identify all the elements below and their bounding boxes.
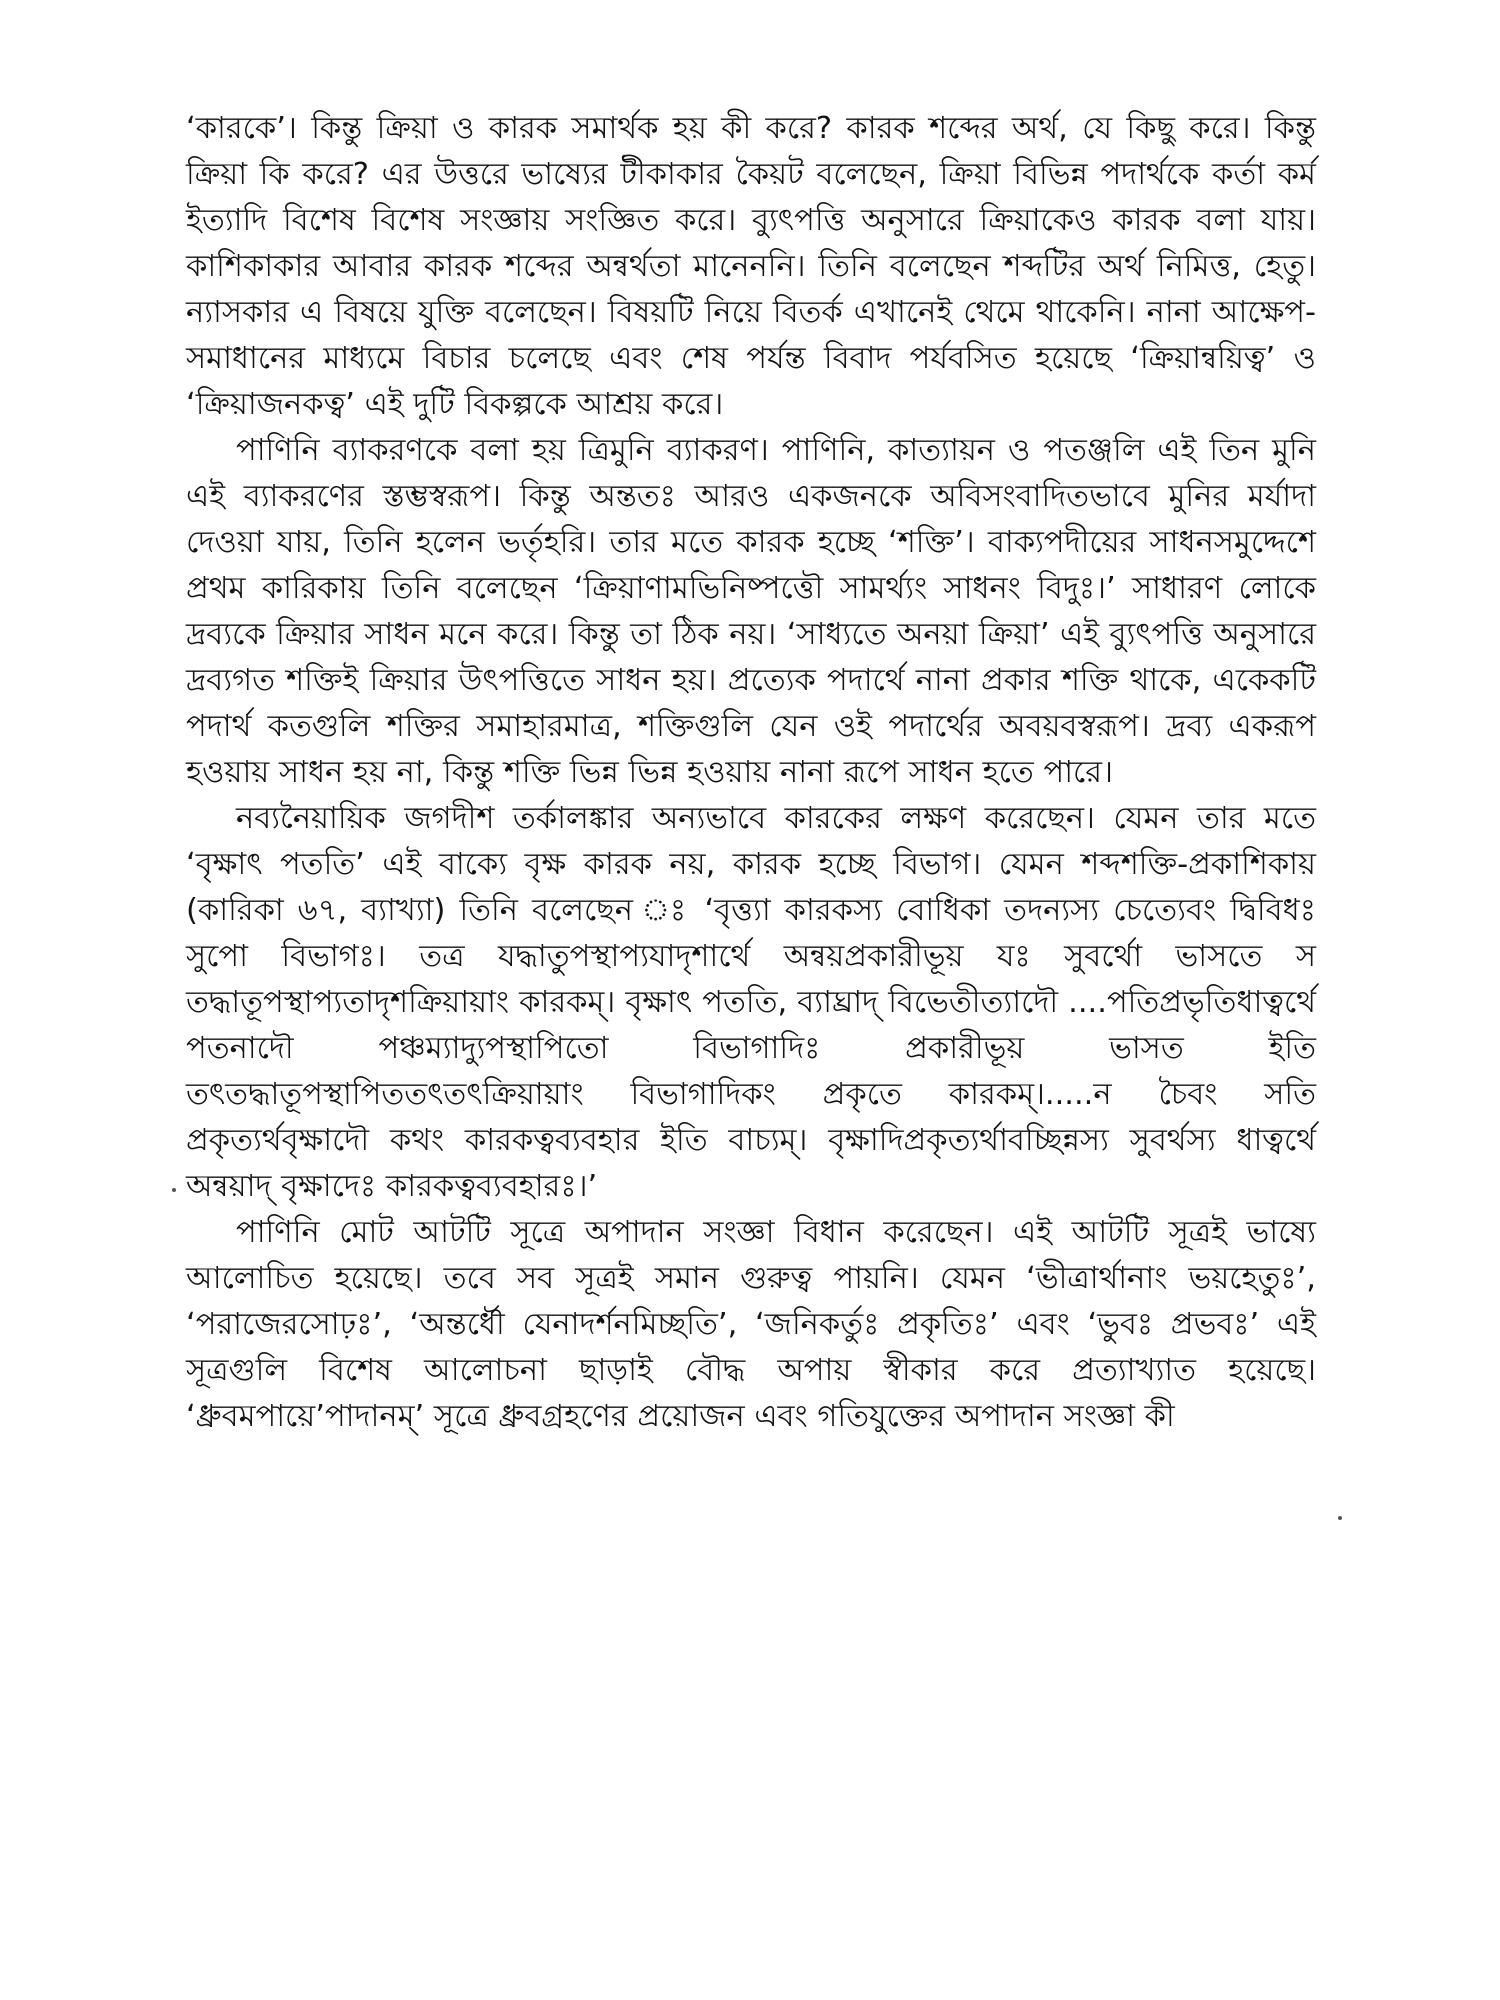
scan-speck <box>1338 1516 1342 1520</box>
paragraph-3: নব্যনৈয়ায়িক জগদীশ তর্কালঙ্কার অন্যভাবে কারকের লক্ষণ করেছেন। যেমন তার মতে ‘বৃক্ষাৎ পততি’ এই বাক্যে বৃক্ষ কারক নয়, কারক হচ্ছে বিভাগ। যেমন শব্দশক্তি-প্রকাশিকায় (কারিকা ৬৭, ব্যাখ্যা) তিনি বলেছেন ঃ ‘বৃত্ত্যা কারকস্য বোধিকা তদন্যস্য চেত্যেবং দ্বিবিধঃ সুপো বিভাগঃ। তত্র যদ্ধাতুপস্থাপ্যযাদৃশার্থে অন্বয়প্রকারীভূয় যঃ সুবর্থো ভাসতে স তদ্ধাতূপস্থাপ্যতাদৃশক্রিয়ায়াং কারকম্‌। বৃক্ষাৎ পততি, ব্যাঘ্রাদ্‌ বিভেতীত্যাদৌ ....পতিপ্রভৃতিধাত্বর্থে পতনাদৌ পঞ্চম্যাদ্যুপস্থাপিতো বিভাগাদিঃ প্রকারীভূয় ভাসত ইতি তৎতদ্ধাতূপস্থাপিততৎতৎক্রিয়ায়াং বিভাগাদিকং প্রকৃতে কারকম্‌।.....ন চৈবং সতি প্রকৃত্যর্থবৃক্ষাদৌ কথং কারকত্বব্যবহার ইতি বাচ্যম্‌। বৃক্ষাদিপ্রকৃত্যর্থাবচ্ছিন্নস্য সুবর্থস্য ধাত্বর্থে অন্বয়াদ্‌ বৃক্ষাদেঃ কারকত্বব্যবহারঃ।’ <box>186 801 1316 1204</box>
paragraph-2: পাণিনি ব্যাকরণকে বলা হয় ত্রিমুনি ব্যাকরণ। পাণিনি, কাত্যায়ন ও পতঞ্জলি এই তিন মুনি এই ব্যাকরণের স্তম্ভস্বরূপ। কিন্তু অন্ততঃ আরও একজনকে অবিসংবাদিতভাবে মুনির মর্যাদা দেওয়া যায়, তিনি হলেন ভর্তৃহরি। তার মতে কারক হচ্ছে ‘শক্তি’। বাক্যপদীয়ের সাধনসমুদ্দেশে প্রথম কারিকায় তিনি বলেছেন ‘ক্রিয়াণামভিনিষ্পত্তৌ সামর্থ্যং সাধনং বিদুঃ।’ সাধারণ লোকে দ্রব্যকে ক্রিয়ার সাধন মনে করে। কিন্তু তা ঠিক নয়। ‘সাধ্যতে অনয়া ক্রিয়া’ এই ব্যুৎপত্তি অনুসারে দ্রব্যগত শক্তিই ক্রিয়ার উৎপত্তিতে সাধন হয়। প্রত্যেক পদার্থে নানা প্রকার শক্তি থাকে, একেকটি পদার্থ কতগুলি শক্তির সমাহারমাত্র, শক্তিগুলি যেন ওই পদার্থের অবয়বস্বরূপ। দ্রব্য একরূপ হওয়ায় সাধন হয় না, কিন্তু শক্তি ভিন্ন ভিন্ন হওয়ায় নানা রূপে সাধন হতে পারে। <box>186 433 1316 790</box>
paragraph-1: ‘কারকে’। কিন্তু ক্রিয়া ও কারক সমার্থক হয় কী করে? কারক শব্দের অর্থ, যে কিছু করে। কিন্তু ক্রিয়া কি করে? এর উত্তরে ভাষ্যের টীকাকার কৈয়ট বলেছেন, ক্রিয়া বিভিন্ন পদার্থকে কর্তা কর্ম ইত্যাদি বিশেষ বিশেষ সংজ্ঞায় সংজ্ঞিত করে। ব্যুৎপত্তি অনুসারে ক্রিয়াকেও কারক বলা যায়। কাশিকাকার আবার কারক শব্দের অন্বর্থতা মানেননি। তিনি বলেছেন শব্দটির অর্থ নিমিত্ত, হেতু। ন্যাসকার এ বিষয়ে যুক্তি বলেছেন। বিষয়টি নিয়ে বিতর্ক এখানেই থেমে থাকেনি। নানা আক্ষেপ-সমাধানের মাধ্যমে বিচার চলেছে এবং শেষ পর্যন্ত বিবাদ পর্যবসিত হয়েছে ‘ক্রিয়ান্বয়িত্ব’ ও ‘ক্রিয়াজনকত্ব’ এই দুটি বিকল্পকে আশ্রয় করে। <box>186 111 1316 422</box>
paragraph-4: পাণিনি মোট আটটি সূত্রে অপাদান সংজ্ঞা বিধান করেছেন। এই আটটি সূত্রই ভাষ্যে আলোচিত হয়েছে। তবে সব সূত্রই সমান গুরুত্ব পায়নি। যেমন ‘ভীত্রার্থানাং ভয়হেতুঃ’, ‘পরাজেরসোঢ়ঃ’, ‘অন্তর্ধৌ যেনাদর্শনমিচ্ছতি’, ‘জনিকর্তুঃ প্রকৃতিঃ’ এবং ‘ভুবঃ প্রভবঃ’ এই সূত্রগুলি বিশেষ আলোচনা ছাড়াই বৌদ্ধ অপায় স্বীকার করে প্রত্যাখ্যাত হয়েছে। ‘ধ্রুবমপায়ে’পাদানম্‌’ সূত্রে ধ্রুবগ্রহণের প্রয়োজন এবং গতিযুক্তের অপাদান সংজ্ঞা কী <box>186 1215 1316 1434</box>
scan-speck <box>172 1188 176 1192</box>
body-text <box>186 106 1316 1440</box>
